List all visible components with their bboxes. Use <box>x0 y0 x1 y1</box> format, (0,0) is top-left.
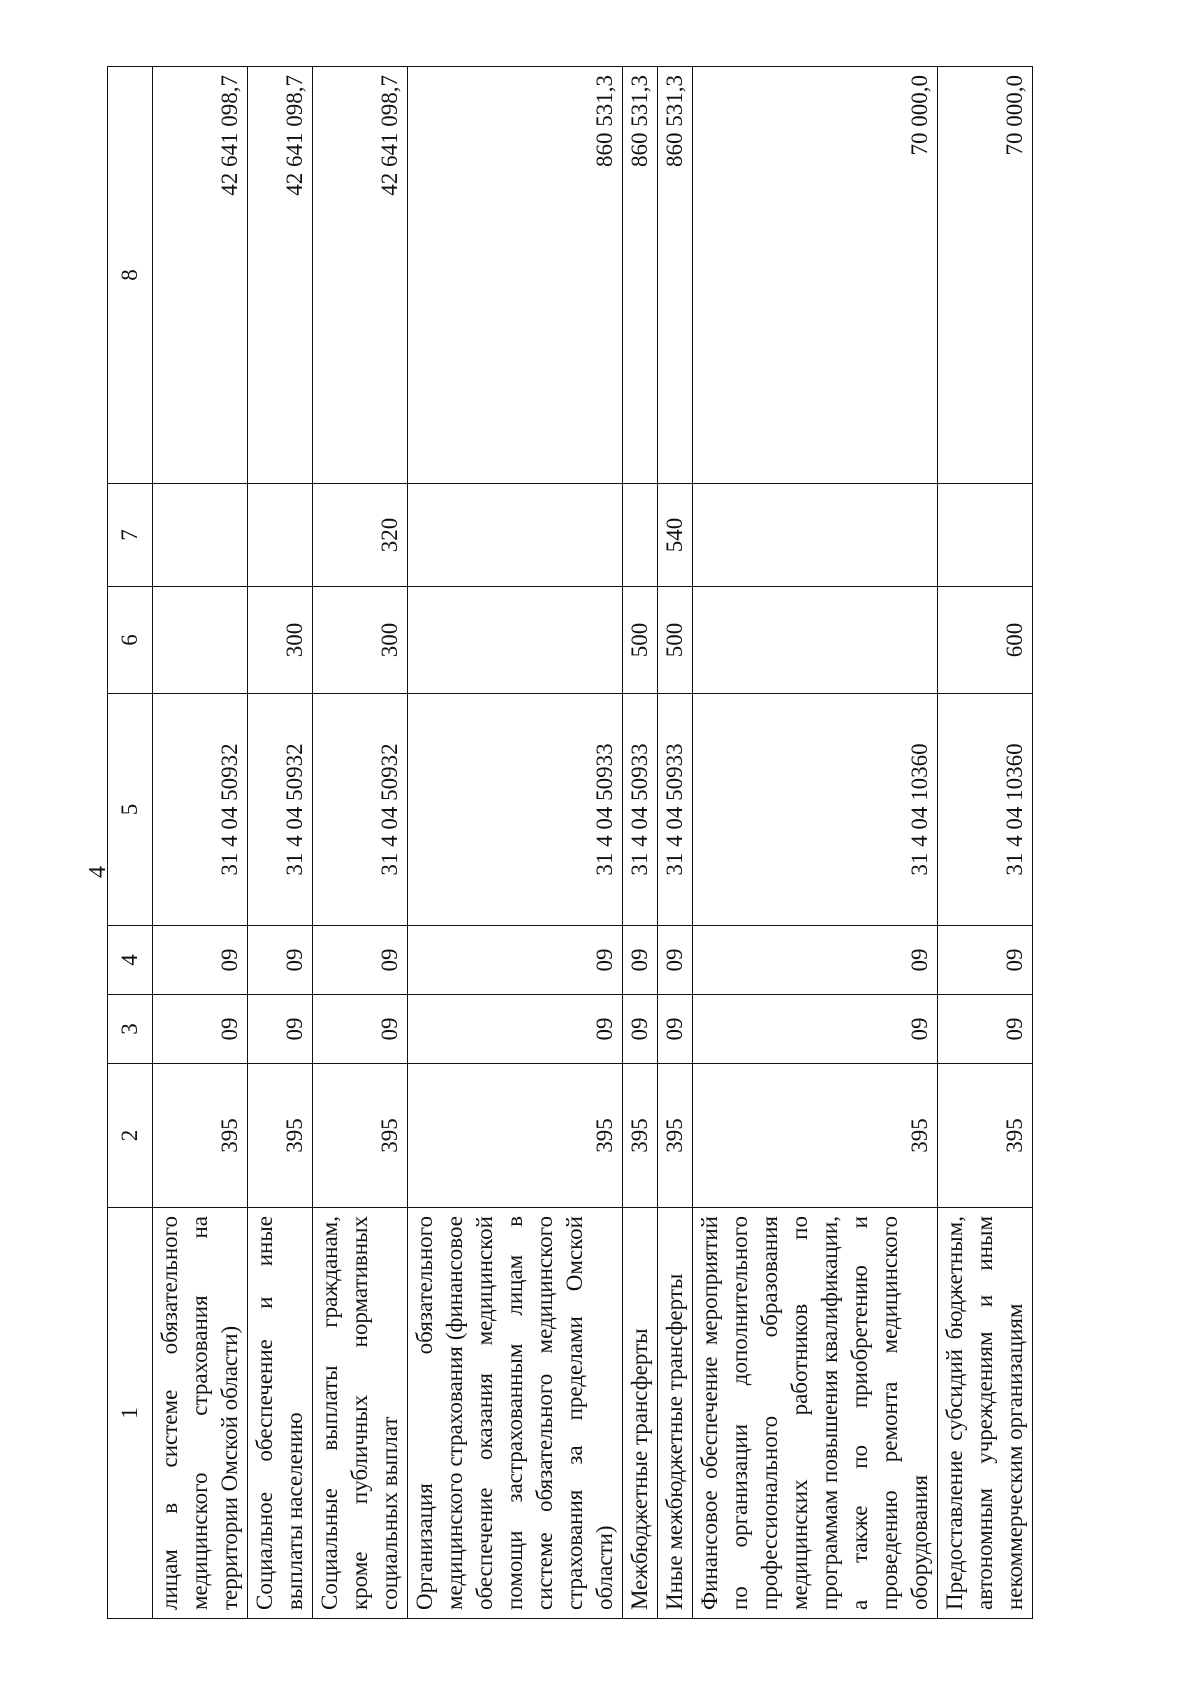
admin-code-cell: 395 <box>938 1064 1033 1208</box>
target-article-cell: 31 4 04 50933 <box>623 694 658 926</box>
target-article-cell: 31 4 04 50932 <box>313 694 408 926</box>
section-code-cell: 09 <box>153 995 248 1064</box>
amount-cell: 42 641 098,7 <box>248 67 313 484</box>
row-name-cell: Межбюджетные трансферты <box>623 1208 658 1619</box>
table-row <box>938 67 1033 1619</box>
column-header: 6 <box>108 587 153 694</box>
table-row <box>313 67 408 1619</box>
expense-subgroup-cell <box>938 484 1033 587</box>
row-name-cell: Социальное обеспечение и иные выплаты населению <box>248 1208 313 1619</box>
row-name-cell: Организация обязательного медицинского страхования (финансовое обеспечение оказания медицинской помощи застрахованным лицам в системе обязательного медицинского страхования за пределами Омской области) <box>408 1208 623 1619</box>
section-code-cell: 09 <box>408 995 623 1064</box>
row-name-cell: Финансовое обеспечение мероприятий по организации дополнительного профессионального образования медицинских работников по программам повышения квалификации, а также по приобретению и проведению ремонта медицинского оборудования <box>693 1208 938 1619</box>
section-code-cell: 09 <box>693 995 938 1064</box>
row-name-cell: лицам в системе обязательного медицинского страхования на территории Омской области) <box>153 1208 248 1619</box>
expense-subgroup-cell <box>248 484 313 587</box>
table-row <box>623 67 658 1619</box>
budget-table <box>107 66 1033 1619</box>
table-row <box>658 67 693 1619</box>
amount-cell: 860 531,3 <box>408 67 623 484</box>
column-header: 2 <box>108 1064 153 1208</box>
amount-cell: 42 641 098,7 <box>153 67 248 484</box>
amount-cell: 70 000,0 <box>693 67 938 484</box>
expense-group-cell <box>693 587 938 694</box>
expense-subgroup-cell <box>693 484 938 587</box>
section-code-cell: 09 <box>313 995 408 1064</box>
column-header: 4 <box>108 926 153 995</box>
expense-group-cell <box>408 587 623 694</box>
target-article-cell: 31 4 04 10360 <box>693 694 938 926</box>
expense-group-cell: 500 <box>658 587 693 694</box>
column-header: 1 <box>108 1208 153 1619</box>
expense-subgroup-cell <box>153 484 248 587</box>
expense-subgroup-cell <box>623 484 658 587</box>
expense-subgroup-cell: 540 <box>658 484 693 587</box>
column-header: 7 <box>108 484 153 587</box>
row-name-cell: Иные межбюджетные трансферты <box>658 1208 693 1619</box>
expense-group-cell: 300 <box>248 587 313 694</box>
section-code-cell: 09 <box>248 995 313 1064</box>
column-header: 3 <box>108 995 153 1064</box>
subsection-code-cell: 09 <box>248 926 313 995</box>
subsection-code-cell: 09 <box>623 926 658 995</box>
admin-code-cell: 395 <box>693 1064 938 1208</box>
table-row <box>408 67 623 1619</box>
expense-group-cell: 500 <box>623 587 658 694</box>
page-number: 4 <box>85 866 111 878</box>
admin-code-cell: 395 <box>623 1064 658 1208</box>
expense-group-cell: 600 <box>938 587 1033 694</box>
column-number-row <box>108 67 153 1619</box>
subsection-code-cell: 09 <box>658 926 693 995</box>
expense-subgroup-cell <box>408 484 623 587</box>
subsection-code-cell: 09 <box>693 926 938 995</box>
subsection-code-cell: 09 <box>153 926 248 995</box>
subsection-code-cell: 09 <box>313 926 408 995</box>
table-row <box>153 67 248 1619</box>
column-header: 8 <box>108 67 153 484</box>
target-article-cell: 31 4 04 10360 <box>938 694 1033 926</box>
table-row <box>248 67 313 1619</box>
expense-group-cell <box>153 587 248 694</box>
amount-cell: 860 531,3 <box>658 67 693 484</box>
table-row <box>693 67 938 1619</box>
admin-code-cell: 395 <box>408 1064 623 1208</box>
subsection-code-cell: 09 <box>938 926 1033 995</box>
target-article-cell: 31 4 04 50932 <box>248 694 313 926</box>
target-article-cell: 31 4 04 50932 <box>153 694 248 926</box>
subsection-code-cell: 09 <box>408 926 623 995</box>
section-code-cell: 09 <box>938 995 1033 1064</box>
row-name-cell: Социальные выплаты гражданам, кроме публичных нормативных социальных выплат <box>313 1208 408 1619</box>
section-code-cell: 09 <box>658 995 693 1064</box>
expense-group-cell: 300 <box>313 587 408 694</box>
section-code-cell: 09 <box>623 995 658 1064</box>
amount-cell: 860 531,3 <box>623 67 658 484</box>
target-article-cell: 31 4 04 50933 <box>658 694 693 926</box>
amount-cell: 42 641 098,7 <box>313 67 408 484</box>
admin-code-cell: 395 <box>248 1064 313 1208</box>
expense-subgroup-cell: 320 <box>313 484 408 587</box>
admin-code-cell: 395 <box>658 1064 693 1208</box>
admin-code-cell: 395 <box>313 1064 408 1208</box>
amount-cell: 70 000,0 <box>938 67 1033 484</box>
row-name-cell: Предоставление субсидий бюджетным, автономным учреждениям и иным некоммерческим организациям <box>938 1208 1033 1619</box>
admin-code-cell: 395 <box>153 1064 248 1208</box>
target-article-cell: 31 4 04 50933 <box>408 694 623 926</box>
column-header: 5 <box>108 694 153 926</box>
